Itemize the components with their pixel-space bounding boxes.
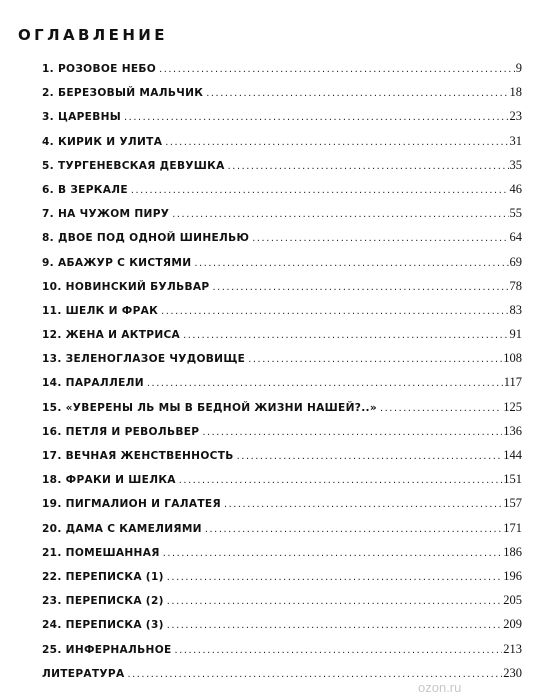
toc-entry-page: 46	[509, 181, 522, 196]
toc-entry-title: 16. ПЕТЛЯ И РЕВОЛЬВЕР	[42, 425, 200, 438]
toc-entry	[42, 421, 522, 445]
toc-entry-page: 171	[503, 520, 522, 535]
toc-entry	[42, 493, 522, 517]
dot-leader	[252, 228, 508, 248]
toc-entry	[42, 348, 522, 372]
toc-entry-page: 157	[503, 496, 522, 511]
toc-entry-title: 18. ФРАКИ И ШЕЛКА	[42, 474, 176, 487]
toc-entry-page: 78	[509, 278, 522, 293]
dot-leader	[165, 132, 508, 152]
toc-entry-page: 196	[503, 568, 522, 583]
toc-entry-page: 91	[509, 327, 522, 342]
toc-entry-title: 13. ЗЕЛЕНОГЛАЗОЕ ЧУДОВИЩЕ	[42, 353, 246, 366]
toc-entry-title: 24. ПЕРЕПИСКА (3)	[42, 619, 164, 632]
toc-entry	[42, 252, 522, 276]
toc-entry-page: 117	[503, 375, 522, 390]
toc-entry	[42, 106, 522, 130]
toc-entry-title: 10. НОВИНСКИЙ БУЛЬВАР	[42, 280, 210, 293]
dot-leader	[167, 591, 502, 611]
toc-entry-page: 205	[503, 593, 522, 608]
toc-entry	[42, 276, 522, 300]
toc-entry-page: 64	[509, 230, 522, 245]
toc-entry-page: 31	[509, 133, 522, 148]
dot-leader	[206, 83, 508, 103]
toc-entry	[42, 397, 522, 421]
toc-entry	[42, 203, 522, 227]
toc-entry-title: 21. ПОМЕШАННАЯ	[42, 546, 160, 559]
toc-entry-page: 151	[503, 472, 522, 487]
toc-entry-title: 14. ПАРАЛЛЕЛИ	[42, 377, 144, 390]
toc-entry-page: 144	[503, 448, 522, 462]
toc-entry-title: 9. АБАЖУР С КИСТЯМИ	[42, 256, 192, 269]
toc-entry-page: 108	[503, 351, 522, 366]
toc-entry-page: 209	[503, 617, 522, 632]
dot-leader	[167, 567, 502, 587]
dot-leader	[205, 519, 502, 539]
toc-entry-page: 213	[503, 641, 522, 656]
toc-entry-title: 8. ДВОЕ ПОД ОДНОЙ ШИНЕЛЬЮ	[42, 232, 250, 245]
dot-leader	[194, 253, 508, 273]
toc-entry-title: 5. ТУРГЕНЕВСКАЯ ДЕВУШКА	[42, 159, 225, 172]
dot-leader	[380, 398, 502, 418]
toc-entry-page: 69	[509, 254, 522, 269]
toc-entry-title: 11. ШЕЛК И ФРАК	[42, 304, 159, 317]
toc-entry	[42, 469, 522, 493]
dot-leader	[237, 446, 503, 466]
toc-entry	[42, 566, 522, 590]
dot-leader	[159, 59, 515, 79]
watermark: ozon.ru	[418, 680, 462, 695]
toc-entry	[42, 131, 522, 155]
dot-leader	[163, 543, 503, 563]
toc-entry-page: 230	[503, 665, 522, 680]
toc-entry	[42, 82, 522, 106]
toc-entry	[42, 155, 522, 179]
dot-leader	[224, 494, 502, 514]
toc-entry-page: 35	[509, 157, 522, 172]
dot-leader	[161, 301, 508, 321]
page-title: ОГЛАВЛЕНИЕ	[18, 26, 168, 44]
dot-leader	[175, 640, 503, 660]
toc-entry-page: 83	[509, 302, 522, 317]
dot-leader	[183, 325, 508, 345]
toc-entry-title: 4. КИРИК И УЛИТА	[42, 135, 163, 148]
toc-entry-title: 12. ЖЕНА И АКТРИСА	[42, 329, 181, 342]
toc-entry	[42, 445, 522, 469]
dot-leader	[131, 180, 509, 200]
toc-entry-page: 136	[503, 423, 522, 438]
dot-leader	[167, 615, 502, 635]
dot-leader	[248, 349, 502, 369]
toc-entry-page: 23	[509, 109, 522, 124]
toc-entry	[42, 518, 522, 542]
toc-entry-title: 25. ИНФЕРНАЛЬНОЕ	[42, 643, 172, 656]
toc-entry-title: 15. «УВЕРЕНЫ ЛЬ МЫ В БЕДНОЙ ЖИЗНИ НАШЕЙ?..»	[42, 401, 377, 414]
toc-list	[42, 58, 522, 687]
dot-leader	[228, 156, 509, 176]
toc-entry-title: 3. ЦАРЕВНЫ	[42, 111, 122, 124]
dot-leader	[212, 277, 508, 297]
toc-entry-page: 125	[503, 399, 522, 414]
toc-entry-page: 55	[509, 206, 522, 221]
toc-entry-title: 20. ДАМА С КАМЕЛИЯМИ	[42, 522, 202, 535]
toc-entry-title: ЛИТЕРАТУРА	[42, 667, 125, 680]
toc-entry	[42, 639, 522, 663]
toc-entry-title: 2. БЕРЕЗОВЫЙ МАЛЬЧИК	[42, 87, 204, 100]
toc-entry-title: 6. В ЗЕРКАЛЕ	[42, 183, 128, 196]
toc-entry-page: 18	[509, 85, 522, 100]
toc-entry-title: 7. НА ЧУЖОМ ПИРУ	[42, 208, 170, 221]
toc-entry	[42, 324, 522, 348]
toc-entry	[42, 590, 522, 614]
dot-leader	[172, 204, 508, 224]
toc-entry-title: 22. ПЕРЕПИСКА (1)	[42, 570, 164, 583]
dot-leader	[147, 373, 503, 393]
dot-leader	[202, 422, 502, 442]
toc-entry-title: 23. ПЕРЕПИСКА (2)	[42, 595, 164, 608]
toc-entry-title: 1. РОЗОВОЕ НЕБО	[42, 63, 157, 75]
toc-entry-page: 186	[503, 544, 522, 559]
dot-leader	[179, 470, 502, 490]
toc-entry	[42, 300, 522, 324]
toc-entry-title: 19. ПИГМАЛИОН И ГАЛАТЕЯ	[42, 498, 221, 511]
toc-entry	[42, 58, 522, 82]
toc-entry	[42, 372, 522, 396]
dot-leader	[124, 107, 508, 127]
toc-entry	[42, 542, 522, 566]
toc-entry-page: 9	[515, 61, 522, 75]
toc-entry	[42, 227, 522, 251]
toc-entry	[42, 179, 522, 203]
toc-entry-title: 17. ВЕЧНАЯ ЖЕНСТВЕННОСТЬ	[42, 450, 234, 462]
toc-entry	[42, 614, 522, 638]
